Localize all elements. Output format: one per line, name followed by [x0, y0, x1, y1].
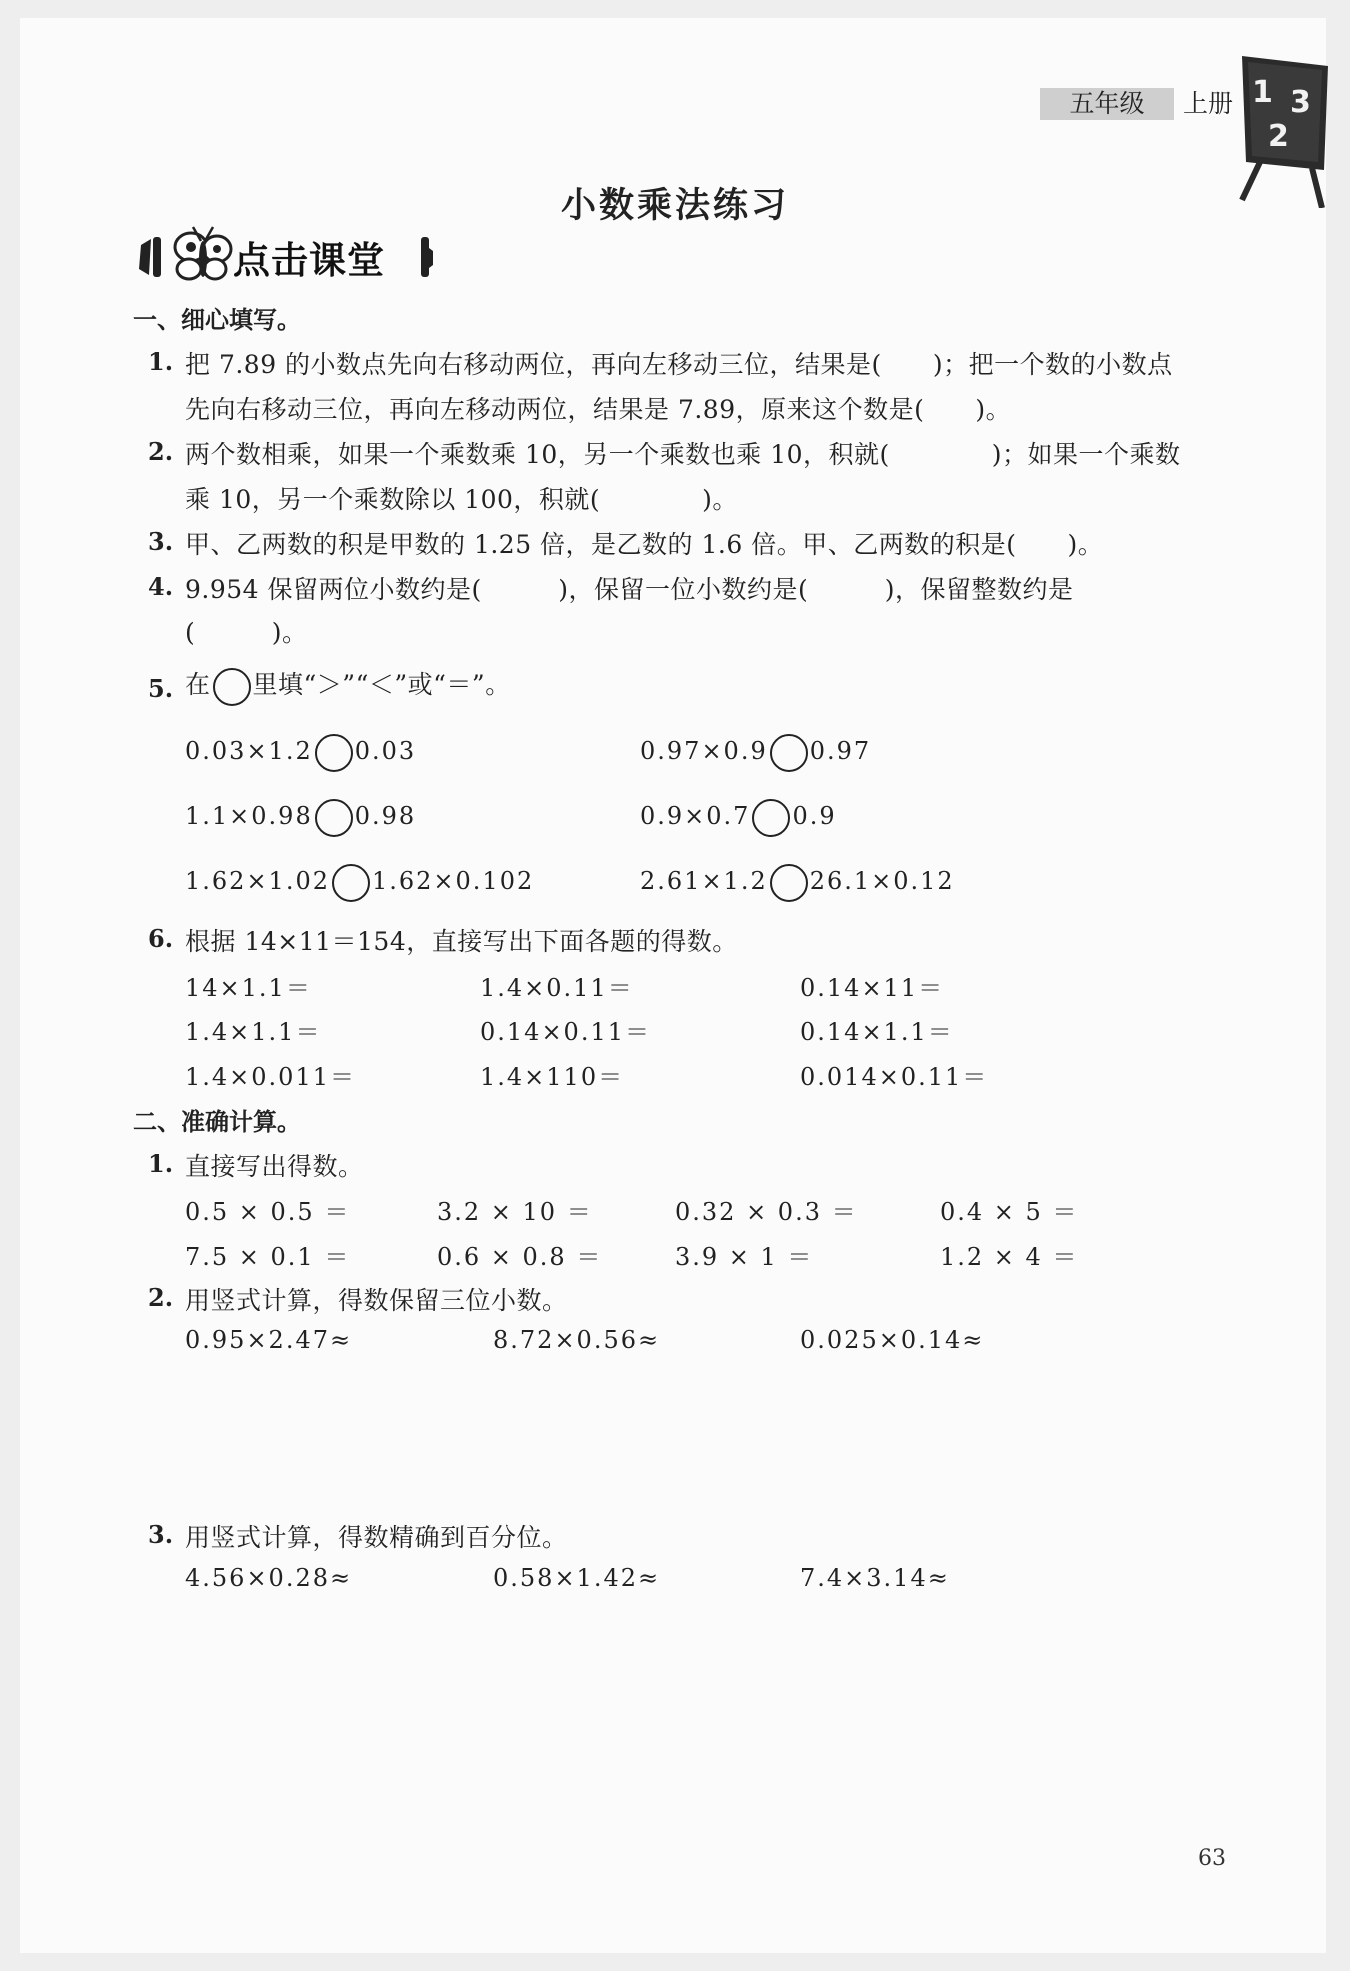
s2-q1-number: 1. — [148, 1149, 174, 1178]
q3-number: 3. — [148, 527, 174, 556]
page-number: 63 — [1198, 1846, 1226, 1871]
calc-item: 4.56×0.28≈ — [185, 1564, 353, 1592]
calc-item: 0.4 × 5 ＝ — [940, 1198, 1079, 1226]
compare-left: 1.1×0.98 — [185, 802, 313, 830]
calc-item: 0.95×2.47≈ — [185, 1326, 353, 1354]
q5-number: 5. — [148, 674, 174, 703]
calc-item: 3.2 × 10 ＝ — [437, 1198, 593, 1226]
compare-right: 26.1×0.12 — [809, 867, 955, 895]
q1-line2: 先向右移动三位，再向左移动两位，结果是 7.89，原来这个数是( )。 — [185, 395, 1012, 424]
q5-suffix: 里填“＞”“＜”或“＝”。 — [252, 670, 511, 699]
calc-item: 1.2 × 4 ＝ — [940, 1243, 1079, 1271]
compare-circle[interactable] — [315, 799, 353, 837]
compare-right: 0.97 — [809, 737, 872, 765]
q1-number: 1. — [148, 347, 174, 376]
calc-item: 14×1.1＝ — [185, 974, 312, 1002]
calc-item: 0.14×11＝ — [800, 974, 945, 1002]
compare-item — [640, 731, 871, 772]
compare-item — [185, 861, 534, 902]
compare-item — [185, 731, 416, 772]
board-digit-3: 2 — [1268, 119, 1289, 154]
volume-label: 上册 — [1183, 89, 1234, 118]
q6-number: 6. — [148, 924, 174, 953]
board-digit-2: 3 — [1290, 85, 1311, 120]
q2-line1: 两个数相乘，如果一个乘数乘 10，另一个乘数也乘 10，积就( )；如果一个乘数 — [185, 440, 1181, 469]
compare-circle[interactable] — [315, 734, 353, 772]
q2-line2: 乘 10，另一个乘数除以 100，积就( )。 — [185, 485, 738, 514]
calc-item: 0.014×0.11＝ — [800, 1063, 989, 1091]
compare-right: 0.03 — [354, 737, 417, 765]
butterfly-icon — [175, 227, 231, 279]
calc-item: 1.4×0.11＝ — [480, 974, 634, 1002]
calc-item: 7.5 × 0.1 ＝ — [185, 1243, 351, 1271]
compare-circle[interactable] — [752, 799, 790, 837]
board-digit-1: 1 — [1252, 75, 1273, 110]
compare-item — [640, 861, 955, 902]
q5-prefix: 在 — [185, 670, 211, 699]
compare-left: 2.61×1.2 — [640, 867, 768, 895]
q6-line1: 根据 14×11＝154，直接写出下面各题的得数。 — [185, 927, 738, 956]
q4-line1: 9.954 保留两位小数约是( )，保留一位小数约是( )，保留整数约是 — [185, 575, 1074, 604]
section1-heading: 一、细心填写。 — [133, 306, 301, 334]
compare-item — [185, 796, 416, 837]
s2-q3-number: 3. — [148, 1520, 174, 1549]
compare-left: 0.97×0.9 — [640, 737, 768, 765]
compare-right: 0.98 — [354, 802, 417, 830]
calc-item: 0.6 × 0.8 ＝ — [437, 1243, 603, 1271]
compare-item — [640, 796, 837, 837]
compare-circle[interactable] — [770, 734, 808, 772]
calc-item: 3.9 × 1 ＝ — [675, 1243, 814, 1271]
q4-number: 4. — [148, 572, 174, 601]
calc-item: 7.4×3.14≈ — [800, 1564, 950, 1592]
calc-item: 0.58×1.42≈ — [493, 1564, 661, 1592]
calc-item: 0.5 × 0.5 ＝ — [185, 1198, 351, 1226]
section2-heading: 二、准确计算。 — [133, 1108, 301, 1136]
calc-item: 1.4×1.1＝ — [185, 1018, 322, 1046]
s2-q2-line1: 用竖式计算，得数保留三位小数。 — [185, 1286, 568, 1315]
calc-item: 8.72×0.56≈ — [493, 1326, 661, 1354]
calc-item: 1.4×110＝ — [480, 1063, 625, 1091]
compare-right: 1.62×0.102 — [371, 867, 535, 895]
calc-item: 1.4×0.011＝ — [185, 1063, 356, 1091]
compare-circle[interactable] — [770, 864, 808, 902]
q1-line1: 把 7.89 的小数点先向右移动两位，再向左移动三位，结果是( )；把一个数的小数点 — [185, 350, 1173, 379]
circle-icon — [213, 668, 251, 706]
page-title: 小数乘法练习 — [560, 186, 789, 226]
q4-line2: ( )。 — [185, 618, 308, 647]
calc-item: 0.14×0.11＝ — [480, 1018, 651, 1046]
compare-left: 0.03×1.2 — [185, 737, 313, 765]
grade-label: 五年级 — [1040, 88, 1174, 120]
calc-item: 0.14×1.1＝ — [800, 1018, 954, 1046]
q5-instruction — [185, 665, 511, 706]
s2-q3-line1: 用竖式计算，得数精确到百分位。 — [185, 1523, 568, 1552]
banner-title: 点击课堂 — [233, 239, 385, 282]
calc-item: 0.32 × 0.3 ＝ — [675, 1198, 858, 1226]
s2-q2-number: 2. — [148, 1283, 174, 1312]
compare-left: 0.9×0.7 — [640, 802, 751, 830]
compare-left: 1.62×1.02 — [185, 867, 330, 895]
s2-q1-line1: 直接写出得数。 — [185, 1152, 364, 1181]
compare-circle[interactable] — [332, 864, 370, 902]
q2-number: 2. — [148, 437, 174, 466]
calc-item: 0.025×0.14≈ — [800, 1326, 985, 1354]
compare-right: 0.9 — [792, 802, 837, 830]
q3-line1: 甲、乙两数的积是甲数的 1.25 倍，是乙数的 1.6 倍。甲、乙两数的积是( )。 — [185, 530, 1104, 559]
